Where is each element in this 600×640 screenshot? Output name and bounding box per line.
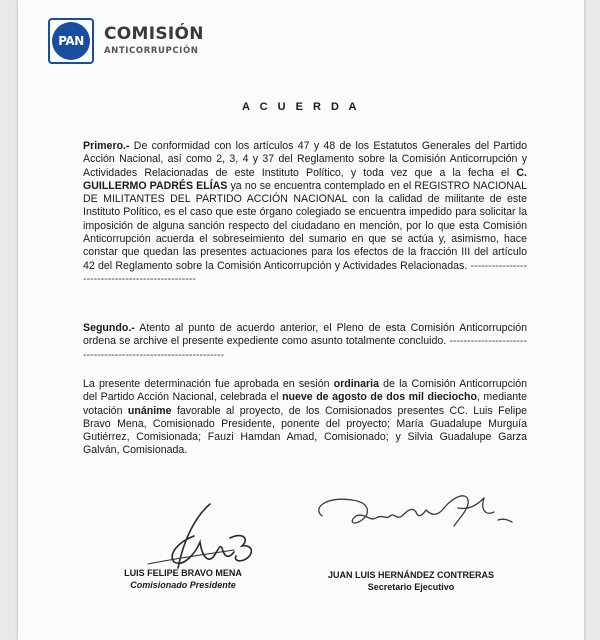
document-page [18, 0, 584, 640]
primero-label: Primero.- [83, 140, 130, 152]
pan-logo-text: PAN [52, 22, 90, 60]
approval-text-3: , mediante votación [83, 391, 527, 417]
segundo-dashes: -------------------------------------------------------------- [83, 335, 527, 361]
primero-text-2: ya no se encuentra contemplado en el REGISTRO NACIONAL DE MILITANTES DEL PARTIDO ACCIÓN NACIONAL con la calidad de militante de este Instituto Político, es el caso que este órgano colegiado se encuentra impedido para solicitar la imposición de alguna sanción respecto del ciudadano en mención, por lo que esta Comisión Anticorrupción acuerda el sobreseimiento del sumario en que se actúa y, asimismo, hace constar que quedan las presentes actuaciones para los efectos de la fracción III del artículo 42 del Reglamento sobre la Comisión Anticorrupción y Actividades Relacionadas. [83, 179, 527, 272]
approval-text-2: de la Comisión Anticorrupción del Partido Acción Nacional, celebrada el [83, 378, 527, 404]
primero-dashes: ------------------------------------------------ [83, 259, 527, 285]
org-subtitle: ANTICORRUPCIÓN [104, 46, 199, 56]
segundo-text: Atento al punto de acuerdo anterior, el Pleno de esta Comisión Anticorrupción ordena se archive el presente expediente como asunto totalmente concluido. [83, 322, 527, 348]
paragraph-primero [83, 140, 527, 286]
vote-type: unánime [127, 404, 172, 417]
document-heading: A C U E R D A [241, 101, 361, 113]
signer-right-role: Secretario Ejecutivo [367, 582, 455, 592]
signer-left-role: Comisionado Presidente [130, 580, 236, 590]
signer-left-name: LUIS FELIPE BRAVO MENA [124, 568, 242, 578]
session-date: nueve de agosto de dos mil dieciocho [282, 391, 477, 404]
segundo-label: Segundo.- [83, 322, 135, 334]
approval-text-1: La presente determinación fue aprobada en sesión [83, 378, 334, 390]
paragraph-segundo [83, 322, 527, 362]
org-title: COMISIÓN [104, 24, 204, 44]
primero-text-1: De conformidad con los artículos 47 y 48 de los Estatutos Generales del Partido Acción Nacional, así como 2, 3, 4 y 37 del Reglamento sobre la Comisión Anticorrupción y Actividades Relacionadas de este Instituto Político, y toda vez que a la fecha el [83, 140, 527, 179]
subject-name: C. GUILLERMO PADRÉS ELÍAS [83, 166, 527, 192]
session-type: ordinaria [333, 378, 379, 390]
paragraph-approval [83, 378, 527, 458]
signature-right [308, 486, 538, 546]
approval-text-4: favorable al proyecto, de los Comisionados presentes CC. Luis Felipe Bravo Mena, Comisionado Presidente, ponente del proyecto; María Guadalupe Murguía Gutiérrez, Comisionada; Fauzi Hamdan Amad, Comisionado; y Silvia Guadalupe Garza Galván, Comisionada. [83, 404, 527, 457]
pan-logo [48, 18, 94, 64]
signer-right-name: JUAN LUIS HERNÁNDEZ CONTRERAS [327, 570, 494, 580]
